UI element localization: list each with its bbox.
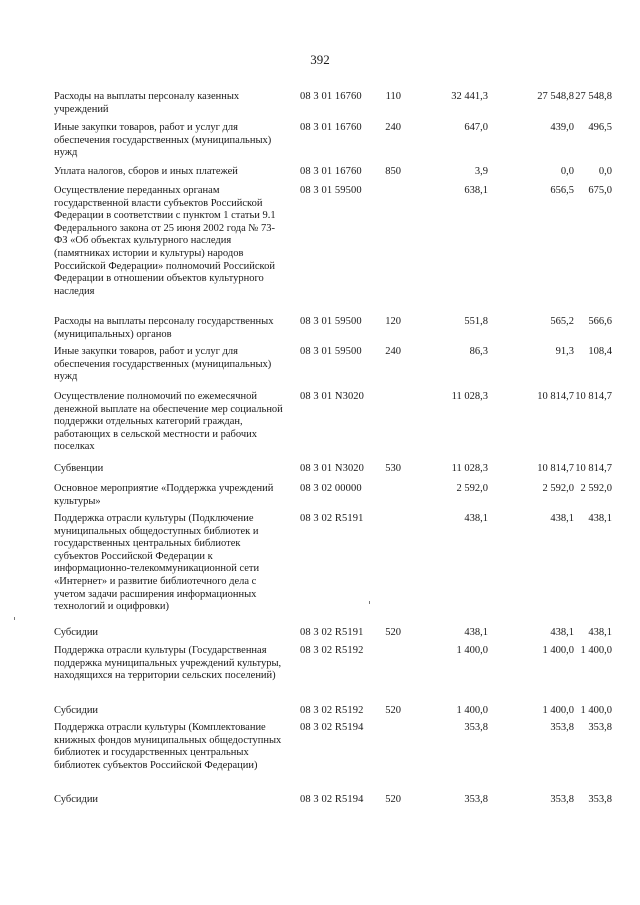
scan-artifact — [14, 617, 15, 620]
row-value-year-1: 11 028,3 — [451, 391, 488, 402]
row-target-code: 08 3 02 R5192 — [300, 705, 364, 716]
row-target-code: 08 3 01 59500 — [300, 346, 362, 357]
row-value-year-1: 647,0 — [464, 122, 488, 133]
row-description: Иные закупки товаров, работ и услуг для обеспечения государственных (муниципальных) нужд — [54, 122, 272, 159]
row-value-year-2: 353,8 — [550, 722, 574, 733]
row-value-year-3: 10 814,7 — [575, 391, 612, 402]
row-target-code: 08 3 01 16760 — [300, 166, 362, 177]
row-value-year-2: 656,5 — [550, 185, 574, 196]
row-target-code: 08 3 02 R5191 — [300, 513, 364, 524]
row-value-year-2: 10 814,7 — [537, 463, 574, 474]
row-value-year-1: 32 441,3 — [451, 91, 488, 102]
row-target-code: 08 3 02 R5191 — [300, 627, 364, 638]
row-value-year-2: 1 400,0 — [542, 645, 574, 656]
row-expense-type: 850 — [385, 166, 401, 177]
row-target-code: 08 3 02 R5194 — [300, 722, 364, 733]
row-value-year-1: 11 028,3 — [451, 463, 488, 474]
row-value-year-3: 353,8 — [588, 722, 612, 733]
row-value-year-3: 438,1 — [588, 627, 612, 638]
row-value-year-1: 86,3 — [469, 346, 488, 357]
row-description: Расходы на выплаты персоналу казенных учреждений — [54, 91, 240, 115]
row-description: Уплата налогов, сборов и иных платежей — [54, 166, 238, 177]
row-value-year-3: 2 592,0 — [580, 483, 612, 494]
row-target-code: 08 3 01 N3020 — [300, 463, 365, 474]
row-value-year-2: 10 814,7 — [537, 391, 574, 402]
row-value-year-3: 1 400,0 — [580, 645, 612, 656]
row-value-year-3: 10 814,7 — [575, 463, 612, 474]
row-value-year-3: 566,6 — [588, 316, 612, 327]
row-value-year-1: 438,1 — [464, 513, 488, 524]
row-value-year-2: 438,1 — [550, 513, 574, 524]
row-value-year-1: 438,1 — [464, 627, 488, 638]
row-target-code: 08 3 01 16760 — [300, 122, 362, 133]
row-value-year-1: 1 400,0 — [456, 645, 488, 656]
row-value-year-2: 1 400,0 — [542, 705, 574, 716]
row-value-year-3: 675,0 — [588, 185, 612, 196]
row-expense-type: 240 — [385, 122, 401, 133]
row-value-year-2: 353,8 — [550, 794, 574, 805]
row-description: Расходы на выплаты персоналу государственных (муниципальных) органов — [54, 316, 274, 340]
row-description: Субсидии — [54, 627, 99, 638]
row-value-year-2: 565,2 — [550, 316, 574, 327]
row-expense-type: 530 — [385, 463, 401, 474]
row-value-year-2: 2 592,0 — [542, 483, 574, 494]
row-description: Осуществление полномочий по ежемесячной денежной выплате на обеспечение мер социальной поддержки отдельных категорий граждан, работающих в сельской местности и рабочих поселках — [54, 391, 283, 453]
row-target-code: 08 3 02 R5192 — [300, 645, 364, 656]
row-value-year-3: 27 548,8 — [575, 91, 612, 102]
row-description: Поддержка отрасли культуры (Государственная поддержка муниципальных учреждений культуры, находящихся на территории сельских поселений) — [54, 645, 282, 682]
row-description: Субсидии — [54, 705, 99, 716]
row-value-year-1: 638,1 — [464, 185, 488, 196]
row-target-code: 08 3 02 R5194 — [300, 794, 364, 805]
row-value-year-2: 439,0 — [550, 122, 574, 133]
row-expense-type: 520 — [385, 627, 401, 638]
row-expense-type: 520 — [385, 705, 401, 716]
row-value-year-2: 0,0 — [560, 166, 574, 177]
row-description: Субвенции — [54, 463, 104, 474]
row-value-year-3: 108,4 — [588, 346, 612, 357]
row-expense-type: 240 — [385, 346, 401, 357]
row-value-year-2: 27 548,8 — [537, 91, 574, 102]
row-target-code: 08 3 01 59500 — [300, 316, 362, 327]
row-value-year-1: 3,9 — [474, 166, 488, 177]
row-value-year-3: 496,5 — [588, 122, 612, 133]
row-value-year-2: 438,1 — [550, 627, 574, 638]
row-value-year-2: 91,3 — [555, 346, 574, 357]
row-description: Субсидии — [54, 794, 99, 805]
row-description: Поддержка отрасли культуры (Подключение муниципальных общедоступных библиотек и государственных центральных библиотек субъектов Российской Федерации к информационно-телекоммуникационной сети «Интернет» и развитие библиотечного дела с учетом задачи расширения информационных технологий и оцифровки) — [54, 513, 260, 613]
row-value-year-1: 1 400,0 — [456, 705, 488, 716]
scan-artifact — [369, 601, 370, 604]
row-target-code: 08 3 01 59500 — [300, 185, 362, 196]
row-expense-type: 520 — [385, 794, 401, 805]
row-value-year-3: 0,0 — [598, 166, 612, 177]
row-description: Поддержка отрасли культуры (Комплектование книжных фондов муниципальных общедоступных библиотек и государственных центральных библиотек субъектов Российской Федерации) — [54, 722, 282, 771]
row-target-code: 08 3 01 N3020 — [300, 391, 365, 402]
row-description: Осуществление переданных органам государственной власти субъектов Российской Федерации в соответствии с пунктом 1 статьи 9.1 Федерального закона от 25 июня 2002 года № 73-ФЗ «Об объектах культурного наследия (памятниках истории и культуры) народов Российской Федерации» полномочий Российской Федерации в отношении объектов культурного наследия — [54, 185, 276, 297]
row-expense-type: 110 — [385, 91, 401, 102]
row-value-year-1: 353,8 — [464, 722, 488, 733]
row-value-year-1: 353,8 — [464, 794, 488, 805]
row-description: Иные закупки товаров, работ и услуг для обеспечения государственных (муниципальных) нужд — [54, 346, 272, 383]
row-value-year-1: 2 592,0 — [456, 483, 488, 494]
row-value-year-3: 353,8 — [588, 794, 612, 805]
row-value-year-3: 1 400,0 — [580, 705, 612, 716]
row-description: Основное мероприятие «Поддержка учреждений культуры» — [54, 483, 274, 507]
row-value-year-3: 438,1 — [588, 513, 612, 524]
row-target-code: 08 3 01 16760 — [300, 91, 362, 102]
row-expense-type: 120 — [385, 316, 401, 327]
row-value-year-1: 551,8 — [464, 316, 488, 327]
page-number: 392 — [310, 52, 330, 67]
row-target-code: 08 3 02 00000 — [300, 483, 362, 494]
